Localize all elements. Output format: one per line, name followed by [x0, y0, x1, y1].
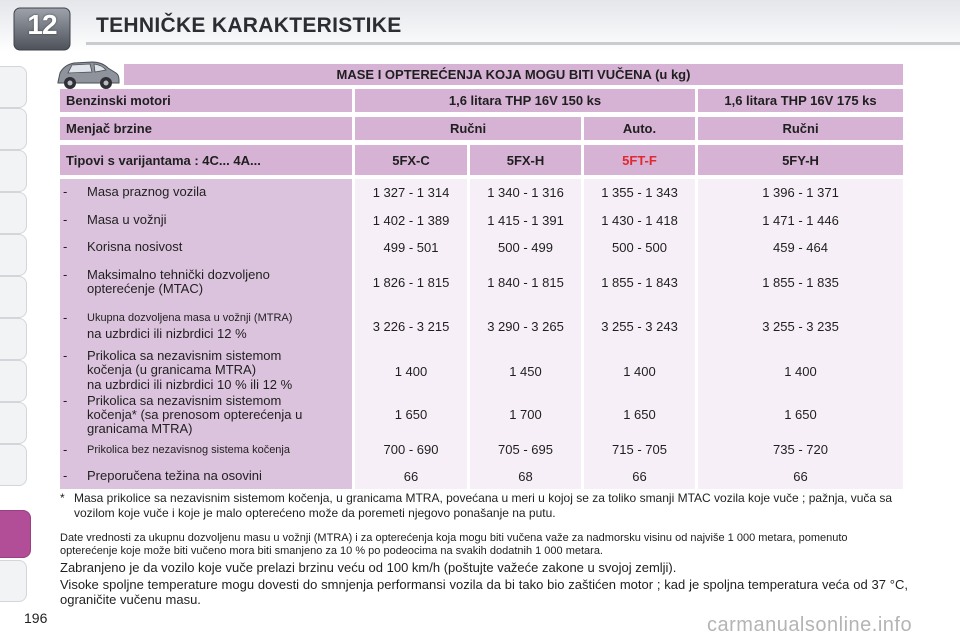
header-rule	[86, 42, 960, 45]
table-cell: 499 - 501	[383, 240, 439, 255]
temperature-note: Visoke spoljne temperature mogu dovesti do smnjenja performansi vozila da bi tako bio zaštićen motor ; kad je spoljna temperatura veća od 37 °C, ograničite vučenu masu.	[60, 577, 908, 607]
table-cell: 68	[518, 469, 533, 484]
table-cell: 1 400	[623, 364, 656, 379]
table-cell: 66	[403, 469, 419, 484]
chapter-tab[interactable]	[0, 66, 27, 108]
chapter-tab[interactable]	[0, 402, 27, 444]
chapter-tab[interactable]	[0, 560, 27, 602]
engine-150: 1,6 litara THP 16V 150 ks	[355, 89, 695, 112]
chapter-tabs	[0, 64, 32, 624]
gearbox-manual: Ručni	[355, 117, 581, 140]
row-label-line: Masa u vožnji	[87, 212, 167, 227]
row-label-line: Korisna nosivost	[87, 239, 183, 254]
table-cell: 700 - 690	[383, 442, 439, 457]
table-cell: 1 650	[784, 407, 817, 422]
footnote-marker: *	[60, 491, 65, 505]
gearbox-manual: Ručni	[698, 117, 903, 140]
row-label-line: Prikolica sa nezavisnim sistemom	[87, 393, 282, 408]
table-cell: 500 - 500	[612, 240, 667, 255]
table-cell: 1 415 - 1 391	[487, 213, 564, 228]
table-cell: 1 700	[509, 407, 542, 422]
car-icon	[52, 54, 122, 92]
row-dash: -	[63, 310, 68, 325]
types-label: Tipovi s varijantama : 4C... 4A...	[60, 145, 352, 175]
table-cell: 1 650	[394, 407, 428, 422]
type-code: 5FY-H	[698, 145, 903, 175]
table-cell: 1 450	[509, 364, 542, 379]
row-dash: -	[63, 393, 68, 408]
row-label-line: Preporučena težina na osovini	[87, 468, 262, 483]
table-cell: 3 226 - 3 215	[372, 319, 450, 334]
table-cell: 1 855 - 1 835	[762, 275, 839, 290]
watermark: carmanualsonline.info	[707, 614, 913, 636]
row-dash: -	[63, 212, 68, 227]
table-cell: 1 396 - 1 371	[762, 185, 839, 200]
table-cell: 1 840 - 1 815	[487, 275, 564, 290]
row-label-line: Prikolica sa nezavisnim sistemom	[87, 348, 282, 363]
table-cell: 3 290 - 3 265	[487, 319, 564, 334]
engines-label: Benzinski motori	[60, 89, 352, 112]
table-cell: 735 - 720	[773, 442, 828, 457]
table-title: MASE I OPTEREĆENJA KOJA MOGU BITI VUČENA (u kg)	[124, 64, 903, 85]
row-dash: -	[63, 239, 68, 254]
table-cell: 3 255 - 3 235	[762, 319, 839, 334]
row-label-line: kočenja* (sa prenosom opterećenja u	[87, 407, 303, 422]
row-label-line: na uzbrdici ili nizbrdici 10 % ili 12 %	[87, 377, 293, 392]
chapter-tab-active[interactable]	[0, 510, 31, 558]
table-cell: 1 402 - 1 389	[372, 213, 450, 228]
page-title: TEHNIČKE KARAKTERISTIKE	[96, 14, 402, 37]
table-cell: 3 255 - 3 243	[601, 319, 678, 334]
row-label-line: Masa praznog vozila	[87, 184, 207, 199]
table-cell: 1 826 - 1 815	[372, 275, 450, 290]
chapter-number: 12	[27, 9, 57, 40]
gearbox-auto: Auto.	[584, 117, 695, 140]
table-cell: 1 400	[394, 364, 428, 379]
speed-note: Zabranjeno je da vozilo koje vuče prelazi brzinu veću od 100 km/h (poštujte važeće zakone u svojoj zemlji).	[60, 560, 677, 575]
row-dash: -	[63, 267, 68, 282]
table-cell: 1 400	[784, 364, 817, 379]
table-cell: 1 430 - 1 418	[601, 213, 678, 228]
page-number: 196	[24, 610, 48, 626]
chapter-tab[interactable]	[0, 444, 27, 486]
table-cell: 66	[632, 469, 647, 484]
type-code: 5FX-C	[355, 145, 467, 175]
row-label-line: opterećenje (MTAC)	[87, 281, 204, 296]
chapter-tab[interactable]	[0, 318, 27, 360]
chapter-tab[interactable]	[0, 360, 27, 402]
table-cell: 1 650	[623, 407, 656, 422]
chapter-tab[interactable]	[0, 192, 27, 234]
row-label-line: Maksimalno tehnički dozvoljeno	[87, 267, 270, 282]
table-cell: 715 - 705	[612, 442, 667, 457]
gearbox-label: Menjač brzine	[60, 117, 352, 140]
table-cell: 1 327 - 1 314	[372, 185, 450, 200]
chapter-tab[interactable]	[0, 276, 27, 318]
row-dash: -	[63, 442, 68, 457]
table-cell: 1 855 - 1 843	[601, 275, 678, 290]
table-cell: 66	[793, 469, 808, 484]
chapter-tab[interactable]	[0, 150, 27, 192]
type-code-highlight: 5FT-F	[584, 145, 695, 175]
row-label-line: granicama MTRA)	[87, 421, 193, 436]
row-label-line: kočenja (u granicama MTRA)	[87, 362, 257, 377]
row-dash: -	[63, 184, 68, 199]
engine-175: 1,6 litara THP 16V 175 ks	[698, 89, 903, 112]
table-cell: 705 - 695	[498, 442, 553, 457]
altitude-note: Date vrednosti za ukupnu dozvoljenu masu u vožnji (MTRA) i za opterećenja koja mogu biti vučena važe za nadmorsku visinu od najviše 1 000 metara, pomenuto opterećenje koje može biti vučeno mora biti smanjeno za 10 % po podeocima na svakih dodatnih 1 000 metara.	[60, 532, 848, 557]
table-cell: 500 - 499	[498, 240, 553, 255]
row-dash: -	[63, 348, 68, 363]
table-cell: 459 - 464	[773, 240, 828, 255]
table-cell: 1 340 - 1 316	[487, 185, 564, 200]
table-cell: 1 355 - 1 343	[601, 185, 678, 200]
row-label-line: na uzbrdici ili nizbrdici 12 %	[87, 326, 247, 341]
row-dash: -	[63, 468, 68, 483]
footnote: Masa prikolice sa nezavisnim sistemom kočenja, u granicama MTRA, povećana u meri u kojoj se za toliko smanji MTAC vozila koje vuče ; pažnja, vuča sa vozilom koje vuče i koje je malo opterećeno može da poremeti njegovo ponašanje na putu.	[74, 491, 893, 520]
table-cell: 1 471 - 1 446	[762, 213, 839, 228]
type-code: 5FX-H	[470, 145, 581, 175]
chapter-tab[interactable]	[0, 234, 27, 276]
row-label-line: Ukupna dozvoljena masa u vožnji (MTRA)	[87, 312, 293, 324]
chapter-tab[interactable]	[0, 108, 27, 150]
row-label-line: Prikolica bez nezavisnog sistema kočenja	[87, 444, 290, 456]
